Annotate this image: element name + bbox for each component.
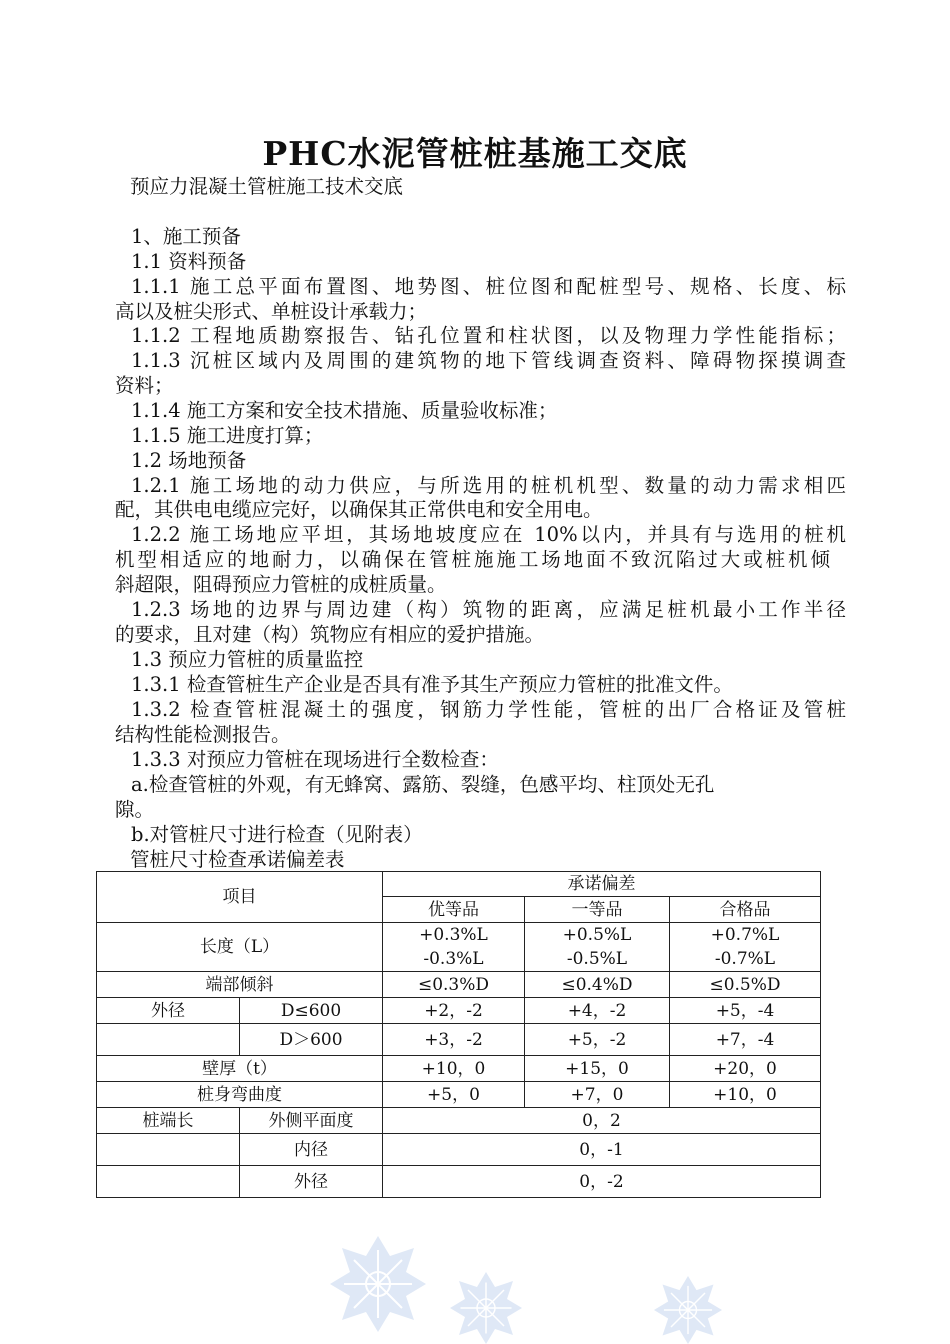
table-cell: 0，-1 [383,1134,821,1166]
row-label-tilt: 端部倾斜 [97,972,383,998]
table-row [97,1108,821,1134]
paragraph-line: b.对管桩尺寸进行检查（见附表） [131,823,423,846]
table-cell: +3，-2 [383,1024,525,1056]
paragraph-line: 配，其供电电缆应完好，以确保其正常供电和安全用电。 [115,498,603,521]
paragraph-line: 1.3.2 检查管桩混凝土的强度，钢筋力学性能，管桩的出厂合格证及管桩 [131,698,846,721]
table-row [97,923,821,972]
length-first: +0.5%L -0.5%L [525,923,670,972]
tolerance-table [96,871,821,1198]
header-item: 项目 [97,872,383,923]
table-row [97,1024,821,1056]
table-row [97,998,821,1024]
table-cell [97,1134,240,1166]
table-cell: +4，-2 [525,998,670,1024]
paragraph-line: 资料； [115,374,174,397]
document-title: PHC水泥管桩桩基施工交底 [262,134,688,173]
tilt-premium: ≤0.3%D [383,972,525,998]
paragraph-line: 1.2.3 场地的边界与周边建（构）筑物的距离，应满足桩机最小工作半径 [131,598,846,621]
table-cell: +10，0 [383,1056,525,1082]
paragraph-line: 斜超限，阻碍预应力管桩的成桩质量。 [115,573,447,596]
paragraph-line: 1.3.1 检查管桩生产企业是否具有准予其生产预应力管桩的批准文件。 [131,673,733,696]
table-cell [97,1166,240,1198]
tilt-first: ≤0.4%D [525,972,670,998]
row-label-length: 长度（L） [97,923,383,972]
row-label-inner-diameter: 内径 [240,1134,383,1166]
paragraph-line: 机型相适应的地耐力，以确保在管桩施施工场地面不致沉陷过大或桩机倾 [115,548,830,571]
row-label-flatness: 外侧平面度 [240,1108,383,1134]
table-caption: 管桩尺寸检查承诺偏差表 [130,848,345,871]
paragraph-line: 1.3.3 对预应力管桩在现场进行全数检查： [131,748,499,771]
snowflake-watermark-icon [654,1276,722,1344]
table-cell: +2，-2 [383,998,525,1024]
snowflake-watermark-icon [330,1236,426,1332]
table-cell: +7，0 [525,1082,670,1108]
document-subtitle: 预应力混凝土管桩施工技术交底 [130,175,404,198]
tilt-qualified: ≤0.5%D [670,972,821,998]
header-grade-qualified: 合格品 [670,897,821,923]
table-row [97,872,821,897]
row-label-d-small: D≤600 [240,998,383,1024]
row-label-end-outer-diameter: 外径 [240,1166,383,1198]
header-grade-first: 一等品 [525,897,670,923]
table-cell: +7，-4 [670,1024,821,1056]
paragraph-line: 高以及桩尖形式、单桩设计承载力； [115,300,428,323]
table-cell: 0，-2 [383,1166,821,1198]
snowflake-watermark-icon [450,1272,522,1344]
table-cell: +5，-4 [670,998,821,1024]
subsection-heading: 1.2 场地预备 [131,449,247,472]
row-label-outer-diameter: 外径 [97,998,240,1024]
header-deviation: 承诺偏差 [383,872,821,897]
subsection-heading: 1.3 预应力管桩的质量监控 [131,648,364,671]
table-cell: +15，0 [525,1056,670,1082]
paragraph-line: 1.1.1 施工总平面布置图、地势图、桩位图和配桩型号、规格、长度、标 [131,275,846,298]
table-cell: 0，2 [383,1108,821,1134]
paragraph-line: 的要求，且对建（构）筑物应有相应的爱护措施。 [115,623,545,646]
table-cell: +5，0 [383,1082,525,1108]
length-qualified: +0.7%L -0.7%L [670,923,821,972]
paragraph-line: 结构性能检测报告。 [115,723,291,746]
length-premium: +0.3%L -0.3%L [383,923,525,972]
row-label-d-large: D＞600 [240,1024,383,1056]
paragraph-line: 1.2.1 施工场地的动力供应，与所选用的桩机机型、数量的动力需求相匹 [131,474,846,497]
row-label-pile-end: 桩端长 [97,1108,240,1134]
paragraph-line: 1.1.5 施工进度打算； [131,424,324,447]
table-row [97,1056,821,1082]
table-row [97,1082,821,1108]
table-cell: +5，-2 [525,1024,670,1056]
paragraph-line: a.检查管桩的外观，有无蜂窝、露筋、裂缝，色感平均、柱顶处无孔 [131,773,715,796]
paragraph-line: 1.2.2 施工场地应平坦，其场地坡度应在 10%以内，并具有与选用的桩机 [131,523,846,546]
subsection-heading: 1.1 资料预备 [131,250,247,273]
header-grade-premium: 优等品 [383,897,525,923]
paragraph-line: 隙。 [115,798,155,821]
table-cell: +10，0 [670,1082,821,1108]
section-heading: 1、施工预备 [131,225,241,248]
row-label-wall: 壁厚（t） [97,1056,383,1082]
table-cell: +20，0 [670,1056,821,1082]
paragraph-line: 1.1.2 工程地质勘察报告、钻孔位置和柱状图，以及物理力学性能指标； [131,324,846,347]
paragraph-line: 1.1.4 施工方案和安全技术措施、质量验收标准； [131,399,558,422]
table-row [97,972,821,998]
table-row [97,1166,821,1198]
table-row [97,1134,821,1166]
row-label-bend: 桩身弯曲度 [97,1082,383,1108]
paragraph-line: 1.1.3 沉桩区域内及周围的建筑物的地下管线调查资料、障碍物探摸调查 [131,349,846,372]
table-cell [97,1024,240,1056]
